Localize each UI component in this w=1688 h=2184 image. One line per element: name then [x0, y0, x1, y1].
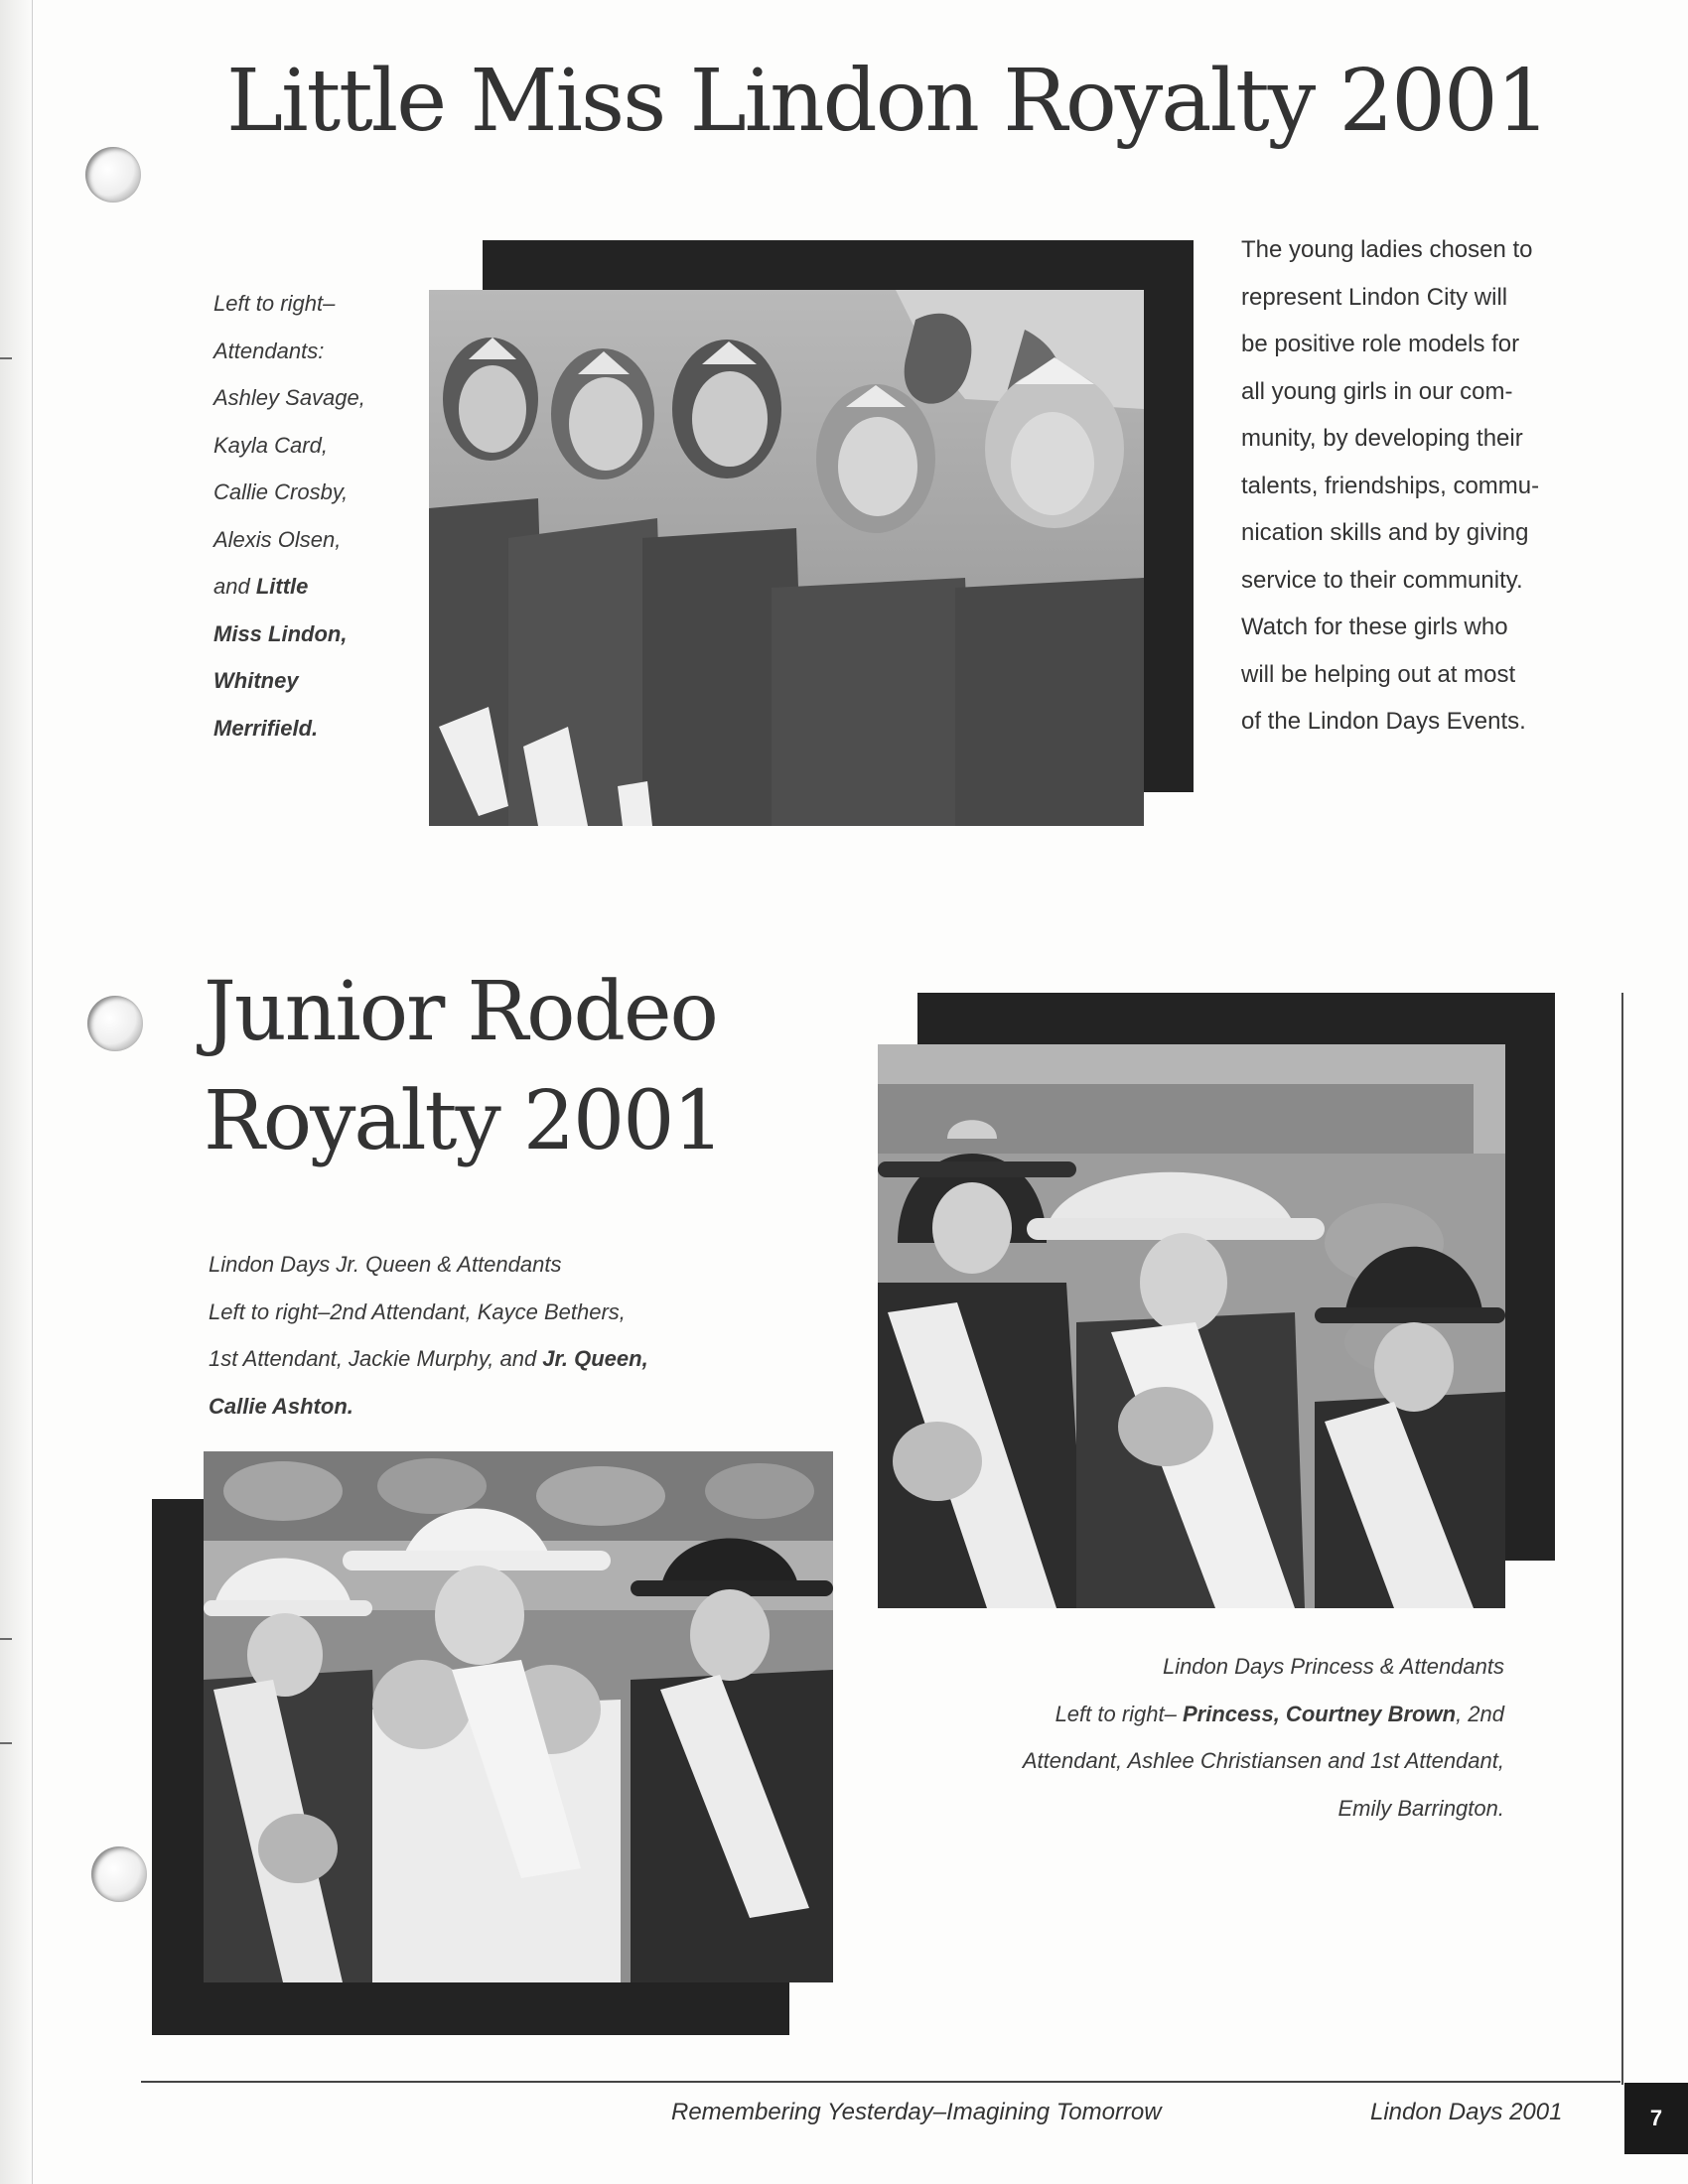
description-line: represent Lindon City will [1241, 283, 1508, 311]
binder-hole-middle [87, 996, 143, 1051]
binder-edge [0, 0, 33, 2184]
description-line: service to their community. [1241, 566, 1523, 594]
little-miss-description [1241, 226, 1599, 746]
binder-hole-bottom [91, 1846, 147, 1902]
footer-tagline: Remembering Yesterday–Imagining Tomorrow [671, 2099, 1162, 2125]
caption-line: Left to right–2nd Attendant, Kayce Bethers, [209, 1298, 626, 1324]
caption-name-bold: Merrifield. [213, 715, 319, 741]
caption-name-bold: Callie Ashton. [209, 1393, 353, 1419]
caption-line: 1st Attendant, Jackie Murphy, and Jr. Queen, [209, 1346, 648, 1371]
little-miss-title: Little Miss Lindon Royalty 2001 [226, 52, 1549, 151]
caption-line: Emily Barrington. [1337, 1795, 1504, 1821]
binder-hole-top [85, 147, 141, 203]
description-line: The young ladies chosen to [1241, 236, 1533, 263]
caption-name-bold: Miss Lindon, [213, 620, 348, 646]
description-line: Watch for these girls who [1241, 614, 1508, 640]
caption-line: Attendants: [213, 338, 325, 363]
little-miss-group-photo [429, 290, 1144, 826]
jr-queen-caption [209, 1241, 725, 1430]
description-line: talents, friendships, commu- [1241, 472, 1540, 499]
junior-rodeo-title [204, 958, 723, 1176]
caption-line: Ashley Savage, [213, 385, 365, 410]
description-line: will be helping out at most [1241, 660, 1516, 688]
caption-line: and Little [213, 574, 309, 599]
caption-name-bold: Whitney [213, 668, 299, 693]
caption-line: Attendant, Ashlee Christiansen and 1st Attendant, [1022, 1748, 1504, 1773]
caption-line: Left to right– Princess, Courtney Brown, 2nd [1055, 1701, 1504, 1726]
princess-group-photo [878, 1044, 1505, 1608]
description-line: all young girls in our com- [1241, 377, 1513, 405]
caption-line: Alexis Olsen, [213, 526, 342, 552]
caption-line: Lindon Days Princess & Attendants [1162, 1654, 1504, 1679]
little-miss-caption [213, 280, 392, 751]
title-line: Junior Rodeo [204, 965, 717, 1059]
description-line: be positive role models for [1241, 331, 1520, 357]
caption-line: Left to right– [213, 291, 336, 316]
footer-rule [141, 2081, 1620, 2083]
description-line: munity, by developing their [1241, 425, 1523, 452]
caption-line: Callie Crosby, [213, 479, 349, 504]
princess-caption [894, 1643, 1504, 1832]
title-line: Royalty 2001 [204, 1074, 723, 1168]
footer-publication: Lindon Days 2001 [1370, 2099, 1563, 2125]
description-line: nication skills and by giving [1241, 519, 1529, 546]
right-margin-rule [1621, 993, 1623, 2085]
page-number-tab [1624, 2083, 1688, 2154]
description-line: of the Lindon Days Events. [1241, 708, 1526, 735]
page-number: 7 [1649, 2106, 1663, 2130]
caption-line: Kayla Card, [213, 432, 328, 458]
caption-line: Lindon Days Jr. Queen & Attendants [209, 1252, 562, 1277]
jr-queen-group-photo [204, 1451, 833, 1982]
